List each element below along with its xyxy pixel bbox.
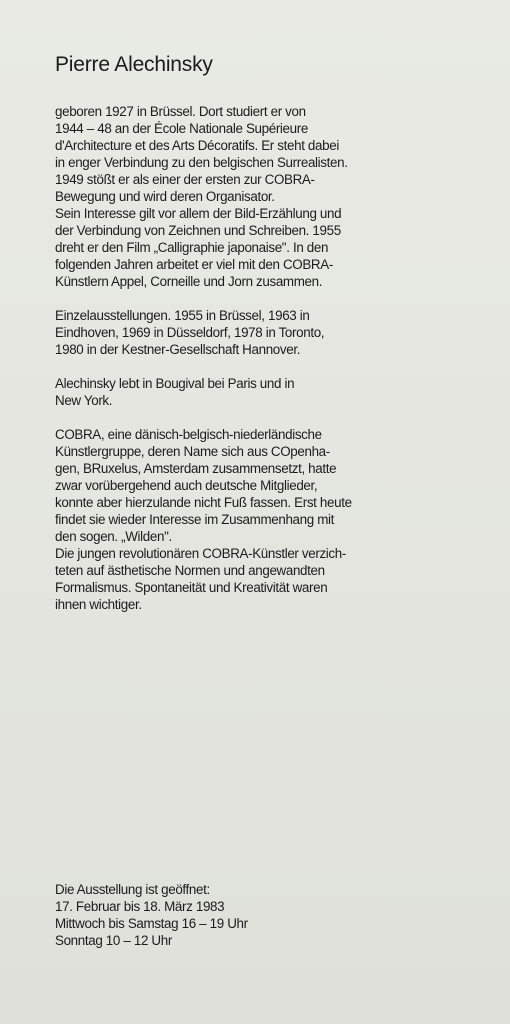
text-line: 1980 in der Kestner-Gesellschaft Hannover. [55,342,301,357]
text-line: d'Architecture et des Arts Décoratifs. Er steht dabei [55,138,339,153]
text-line: Formalismus. Spontaneität und Kreativität waren [55,580,328,595]
page-title: Pierre Alechinsky [55,53,213,76]
text-line: Alechinsky lebt in Bougival bei Paris und in [55,376,295,391]
text-line: 1949 stößt er als einer der ersten zur COBRA- [55,172,315,187]
sunday-hours: Sonntag 10 – 12 Uhr [55,933,172,948]
text-line: Eindhoven, 1969 in Düsseldorf, 1978 in Toronto, [55,325,325,340]
exhibition-dates: 17. Februar bis 18. März 1983 [55,899,225,914]
text-line: Einzelausstellungen. 1955 in Brüssel, 1963 in [55,308,310,323]
text-line: in enger Verbindung zu den belgischen Surrealisten. [55,155,348,170]
weekday-hours: Mittwoch bis Samstag 16 – 19 Uhr [55,916,248,931]
text-line: New York. [55,393,113,408]
text-line: gen, BRuxelus, Amsterdam zusammensetzt, hatte [55,461,337,476]
text-line: ihnen wichtiger. [55,597,142,612]
biography-paragraph [55,103,415,290]
text-line: findet sie wieder Interesse im Zusammenhang mit [55,512,335,527]
cobra-paragraph [55,426,415,613]
text-line: 1944 – 48 an der École Nationale Supérieure [55,121,308,136]
residence-paragraph [55,375,415,409]
text-line: Die jungen revolutionären COBRA-Künstler verzich- [55,546,346,561]
opening-hours-heading: Die Ausstellung ist geöffnet: [55,882,210,897]
text-line: Sein Interesse gilt vor allem der Bild-Erzählung und [55,206,342,221]
text-line: Bewegung und wird deren Organisator. [55,189,275,204]
text-line: folgenden Jahren arbeitet er viel mit den COBRA- [55,257,333,272]
text-line: dreht er den Film „Calligraphie japonaise". In den [55,240,329,255]
text-line: konnte aber hierzulande nicht Fuß fassen. Erst heute [55,495,352,510]
text-line: der Verbindung von Zeichnen und Schreiben. 1955 [55,223,341,238]
text-line: den sogen. „Wilden". [55,529,172,544]
text-line: COBRA, eine dänisch-belgisch-niederländische [55,427,322,442]
exhibitions-paragraph [55,307,415,358]
biography-text [55,103,415,630]
text-line: geboren 1927 in Brüssel. Dort studiert er von [55,104,306,119]
text-line: zwar vorübergehend auch deutsche Mitglieder, [55,478,318,493]
text-line: Künstlergruppe, deren Name sich aus COpenha- [55,444,330,459]
text-line: teten auf ästhetische Normen und angewandten [55,563,325,578]
text-line: Künstlern Appel, Corneille und Jorn zusammen. [55,274,323,289]
opening-hours [55,881,415,949]
